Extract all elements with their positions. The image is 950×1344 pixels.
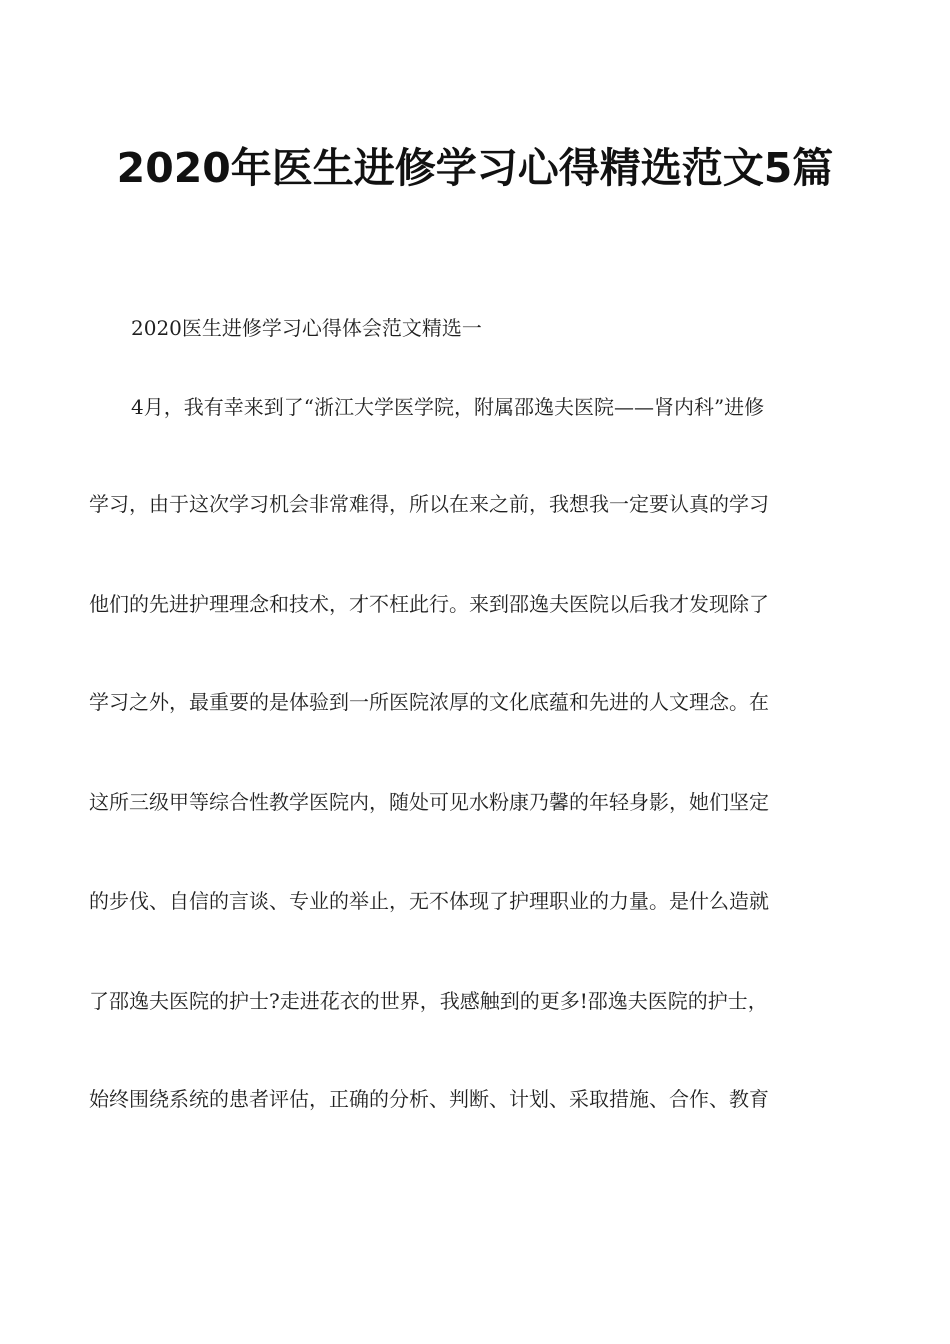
- paragraph-line-5: 这所三级甲等综合性教学医院内，随处可见水粉康乃馨的年轻身影，她们坚定: [89, 790, 769, 814]
- paragraph-line-7: 了邵逸夫医院的护士?走进花衣的世界，我感触到的更多!邵逸夫医院的护士，: [89, 989, 768, 1013]
- paragraph-line-8: 始终围绕系统的患者评估，正确的分析、判断、计划、采取措施、合作、教育: [89, 1087, 769, 1111]
- document-title: 2020年医生进修学习心得精选范文5篇: [116, 144, 834, 192]
- paragraph-line-2: 学习，由于这次学习机会非常难得，所以在来之前，我想我一定要认真的学习: [89, 492, 769, 516]
- paragraph-line-3: 他们的先进护理理念和技术，才不枉此行。来到邵逸夫医院以后我才发现除了: [89, 592, 769, 616]
- paragraph-line-6: 的步伐、自信的言谈、专业的举止，无不体现了护理职业的力量。是什么造就: [89, 889, 769, 913]
- paragraph-line-4: 学习之外，最重要的是体验到一所医院浓厚的文化底蕴和先进的人文理念。在: [89, 690, 769, 714]
- paragraph-line-1: 4月，我有幸来到了“浙江大学医学院，附属邵逸夫医院——肾内科”进修: [131, 395, 765, 419]
- section-heading: 2020医生进修学习心得体会范文精选一: [131, 316, 482, 340]
